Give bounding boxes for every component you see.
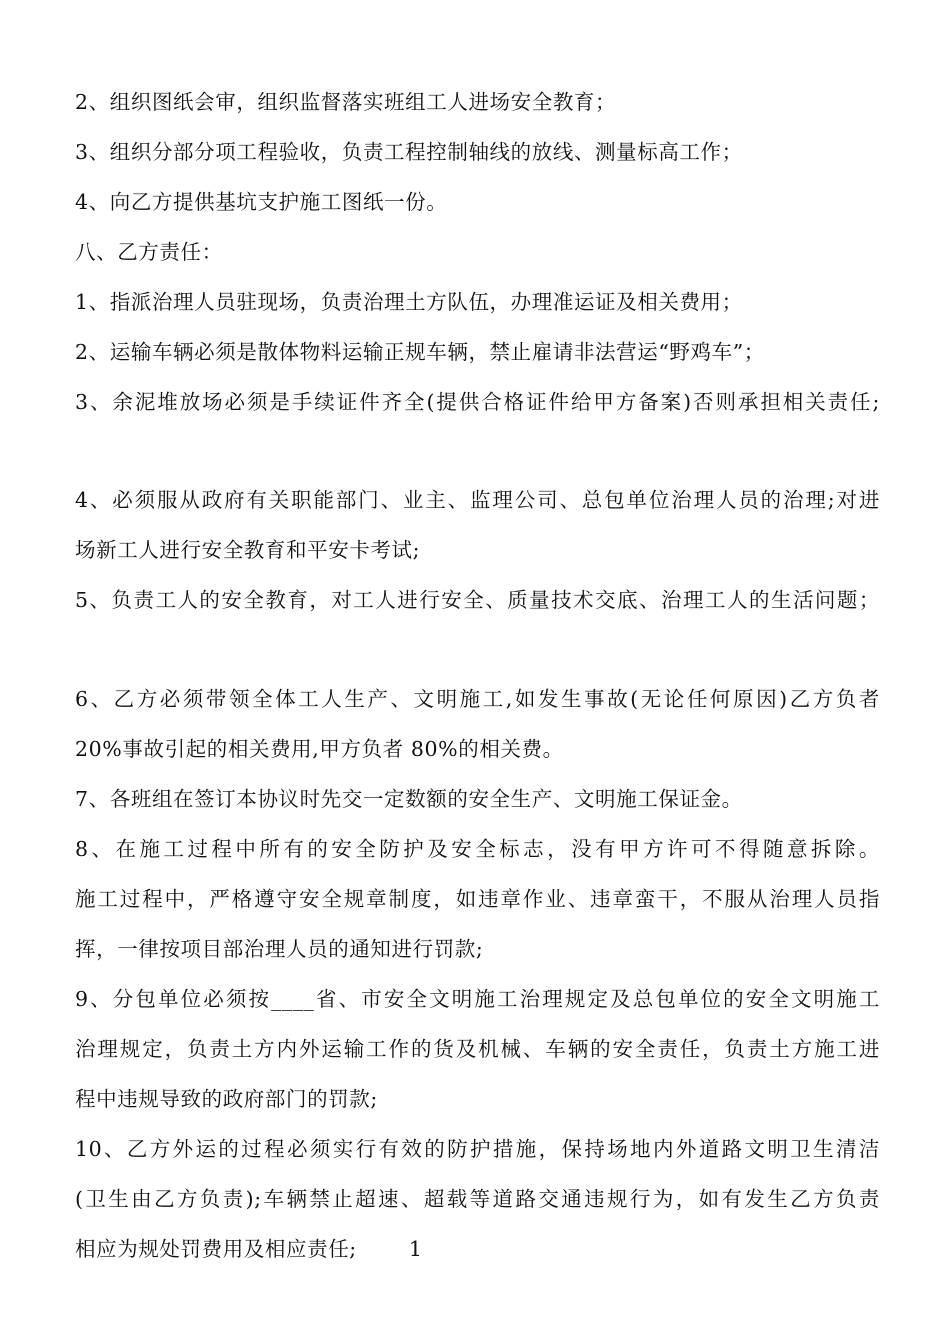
paragraph-line: 施工过程中，严格遵守安全规章制度，如违章作业、违章蛮干，不服从治理人员指	[75, 887, 880, 911]
paragraph-line: 治理规定，负责土方内外运输工作的货及机械、车辆的安全责任，负责土方施工进	[75, 1037, 880, 1061]
paragraph-line: 6、乙方必须带领全体工人生产、文明施工,如发生事故(无论任何原因)乙方负者	[75, 687, 880, 711]
paragraph-line: 2、组织图纸会审，组织监督落实班组工人进场安全教育；	[75, 90, 617, 114]
paragraph-line: 1、指派治理人员驻现场，负责治理土方队伍，办理准运证及相关费用；	[75, 290, 743, 314]
paragraph-line: 7、各班组在签订本协议时先交一定数额的安全生产、文明施工保证金。	[75, 787, 743, 811]
paragraph-line: 9、分包单位必须按____省、市安全文明施工治理规定及总包单位的安全文明施工	[75, 987, 880, 1011]
paragraph-line: 3、组织分部分项工程验收，负责工程控制轴线的放线、测量标高工作；	[75, 140, 743, 164]
paragraph-line: 挥，一律按项目部治理人员的通知进行罚款;	[75, 937, 484, 961]
paragraph-line: 5、负责工人的安全教育，对工人进行安全、质量技术交底、治理工人的生活问题；	[75, 588, 880, 612]
paragraph-line: 2、运输车辆必须是散体物料运输正规车辆，禁止雇请非法营运“野鸡车”；	[75, 340, 765, 364]
paragraph-line: 场新工人进行安全教育和平安卡考试;	[75, 538, 421, 562]
section-heading: 八、乙方责任：	[75, 240, 223, 264]
paragraph-line: 20%事故引起的相关费用,甲方负者 80%的相关费。	[75, 737, 564, 761]
paragraph-line: 3、余泥堆放场必须是手续证件齐全(提供合格证件给甲方备案)否则承担相关责任;	[75, 390, 880, 414]
paragraph-text: 相应为规处罚费用及相应责任;	[75, 1237, 357, 1261]
paragraph-line: 10、乙方外运的过程必须实行有效的防护措施，保持场地内外道路文明卫生清洁	[75, 1137, 880, 1161]
paragraph-line: 程中违规导致的政府部门的罚款;	[75, 1087, 378, 1111]
paragraph-line: 8、在施工过程中所有的安全防护及安全标志，没有甲方许可不得随意拆除。	[75, 837, 880, 861]
paragraph-line: (卫生由乙方负责);车辆禁止超速、超载等道路交通违规行为，如有发生乙方负责	[75, 1187, 880, 1211]
paragraph-line	[75, 1236, 880, 1262]
paragraph-line: 4、向乙方提供基坑支护施工图纸一份。	[75, 190, 448, 214]
page-number: 1	[408, 1237, 423, 1261]
paragraph-line: 4、必须服从政府有关职能部门、业主、监理公司、总包单位治理人员的治理;对进	[75, 488, 880, 512]
